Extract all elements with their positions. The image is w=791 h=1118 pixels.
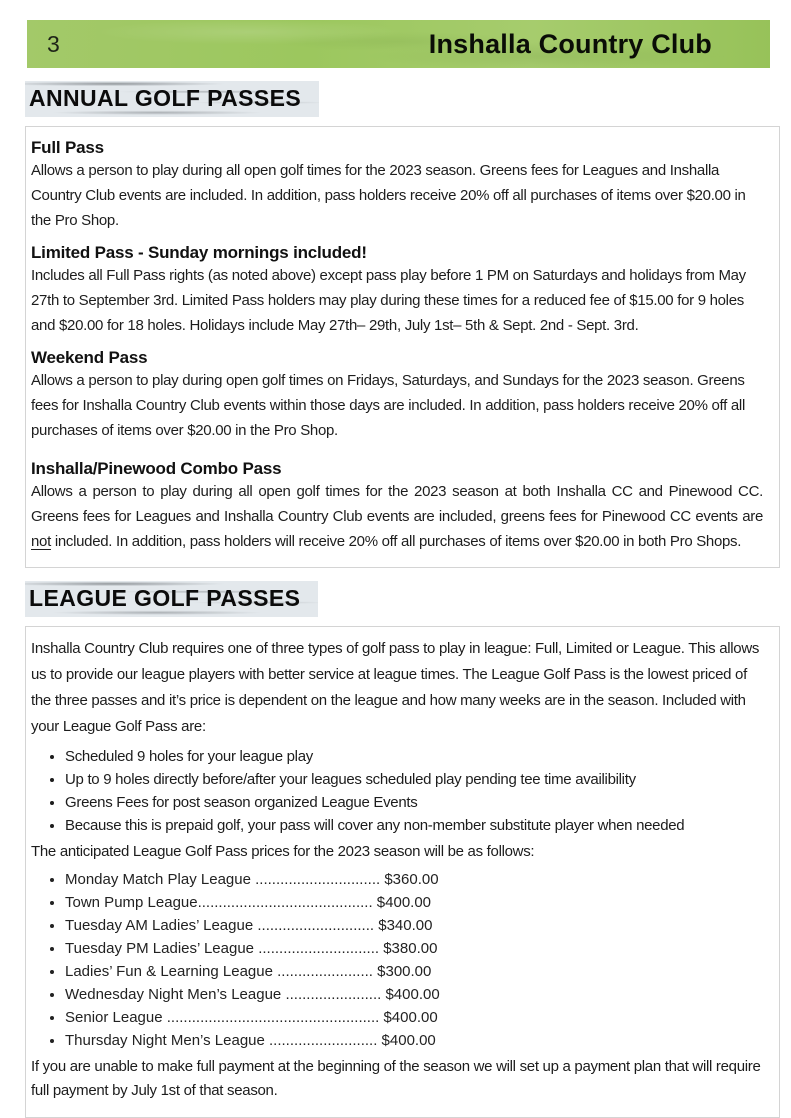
weekend-pass-section xyxy=(31,347,763,443)
price-row xyxy=(65,914,763,937)
price-row xyxy=(65,960,763,983)
league-name: Tuesday AM Ladies’ League xyxy=(65,917,258,934)
league-price: $400.00 xyxy=(377,1032,436,1049)
league-price: $300.00 xyxy=(372,963,432,980)
limited-pass-body: Includes all Full Pass rights (as noted above) except pass play before 1 PM on Saturdays and holidays from May 27th to September 3rd. Limited Pass holders may play during these times for a reduced fee of $15.00 for 9 holes and $20.00 for 18 holes. Holidays include May 27th– 29th, July 1st– 5th & Sept. 2nd - Sept. 3rd. xyxy=(31,267,746,334)
league-price-list xyxy=(31,868,763,1052)
league-price: $400.00 xyxy=(379,1009,438,1026)
combo-pass-body-after: included. In addition, pass holders will receive 20% off all purchases of items over $20.00 in both Pro Shops. xyxy=(50,533,742,550)
league-name: Monday Match Play League xyxy=(65,871,256,888)
dot-leader: ............................ xyxy=(257,917,375,934)
league-benefits-list xyxy=(31,745,763,837)
price-row xyxy=(65,937,763,960)
dot-leader: ................................................... xyxy=(166,1009,380,1026)
full-pass-title: Full Pass xyxy=(31,138,104,157)
weekend-pass-body: Allows a person to play during open golf times on Fridays, Saturdays, and Sundays for the 2023 season. Greens fees for Inshalla Country Club events within those days are included. In addition, pass holders receive 20% off all purchases of items over $20.00 in the Pro Shop. xyxy=(31,372,745,439)
dot-leader: .......................... xyxy=(269,1032,378,1049)
league-name: Thursday Night Men’s League xyxy=(65,1032,270,1049)
list-item: • Greens Fees for post season organized League Events xyxy=(65,791,763,814)
dot-leader: ............................. xyxy=(258,940,380,957)
league-name: Ladies’ Fun & Learning League xyxy=(65,963,278,980)
list-item: • Scheduled 9 holes for your league play xyxy=(65,745,763,768)
combo-pass-body-before: Allows a person to play during all open golf times for the 2023 season at both Inshalla CC and Pinewood CC. Greens fees for Leagues and Inshalla Country Club events are included, greens fees for Pinewood CC events are xyxy=(31,483,763,525)
annual-heading-row xyxy=(0,68,791,122)
league-name: Wednesday Night Men’s League xyxy=(65,986,286,1003)
dot-leader: ....................... xyxy=(285,986,382,1003)
league-price: $380.00 xyxy=(379,940,438,957)
league-intro: Inshalla Country Club requires one of three types of golf pass to play in league: Full, Limited or League. This allows us to provide our league players with better service at league times. The League Golf Pass is the lowest priced of the three passes and it’s price is dependent on the league and how many weeks are in the season. Included with your League Golf Pass are: xyxy=(31,640,760,735)
club-name: Inshalla Country Club xyxy=(428,28,712,59)
annual-passes-heading: ANNUAL GOLF PASSES xyxy=(25,81,319,117)
league-heading-row xyxy=(0,568,791,622)
league-price: $340.00 xyxy=(374,917,433,934)
dot-leader: ....................... xyxy=(277,963,373,980)
league-price: $400.00 xyxy=(372,894,432,911)
league-price: $400.00 xyxy=(381,986,440,1003)
combo-pass-section xyxy=(31,458,763,554)
page-header xyxy=(27,20,770,68)
league-name: Senior League xyxy=(65,1009,167,1026)
league-name: Town Pump League xyxy=(65,894,198,911)
list-item: • Up to 9 holes directly before/after your leagues scheduled play pending tee time availibility xyxy=(65,768,763,791)
page-number: 3 xyxy=(47,30,60,57)
league-prices-intro: The anticipated League Golf Pass prices for the 2023 season will be as follows: xyxy=(31,843,535,860)
price-row xyxy=(65,868,763,891)
price-row xyxy=(65,1029,763,1052)
weekend-pass-title: Weekend Pass xyxy=(31,348,148,367)
full-pass-body: Allows a person to play during all open golf times for the 2023 season. Greens fees for Leagues and Inshalla Country Club events are included. In addition, pass holders receive 20% off all purchases of items over $20.00 in the Pro Shop. xyxy=(31,162,746,229)
combo-pass-underlined-word: not xyxy=(31,533,51,550)
combo-pass-title: Inshalla/Pinewood Combo Pass xyxy=(31,459,282,478)
list-item: • Because this is prepaid golf, your pass will cover any non-member substitute player when needed xyxy=(65,814,763,837)
price-row xyxy=(65,1006,763,1029)
price-row xyxy=(65,891,763,914)
combo-pass-body xyxy=(31,479,763,554)
league-closing: If you are unable to make full payment at the beginning of the season we will set up a payment plan that will require full payment by July 1st of that season. xyxy=(31,1058,761,1099)
dot-leader: .......................................... xyxy=(197,894,373,911)
league-name: Tuesday PM Ladies’ League xyxy=(65,940,259,957)
full-pass-section xyxy=(31,137,763,233)
league-price: $360.00 xyxy=(380,871,439,888)
league-passes-box xyxy=(25,626,780,1118)
document-page xyxy=(0,20,791,1099)
league-passes-heading: LEAGUE GOLF PASSES xyxy=(25,581,318,617)
price-row xyxy=(65,983,763,1006)
dot-leader: .............................. xyxy=(255,871,381,888)
annual-passes-box xyxy=(25,126,780,568)
limited-pass-section xyxy=(31,242,763,338)
limited-pass-title: Limited Pass - Sunday mornings included! xyxy=(31,243,367,262)
